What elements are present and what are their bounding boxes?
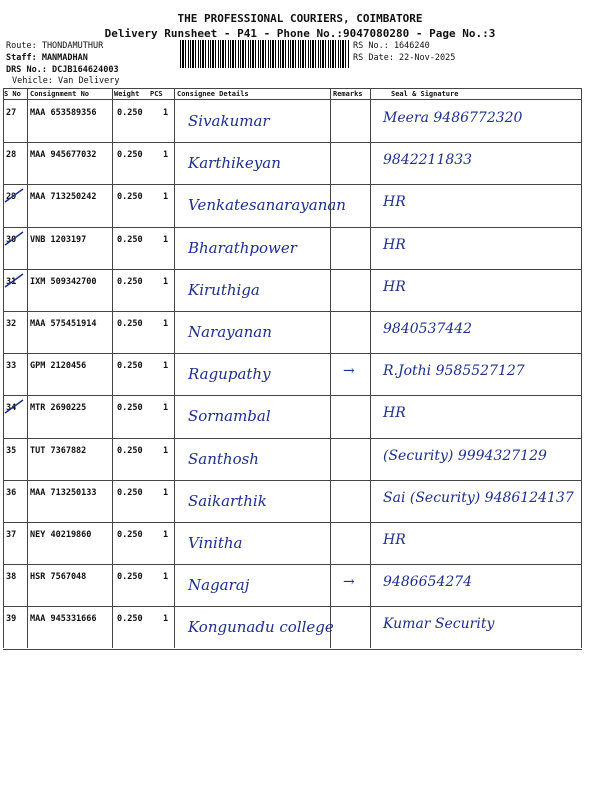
consignee-name: Sivakumar (188, 112, 270, 130)
vehicle-label: Vehicle: Van Delivery (12, 76, 120, 86)
serial-number: 29 (6, 192, 17, 203)
serial-number: 31 (6, 276, 17, 287)
signature: R.Jothi 9585527127 (383, 363, 525, 380)
table-row (3, 100, 582, 143)
staff-label: Staff: MANMADHAN (6, 53, 88, 63)
signature: Sai (Security) 9486124137 (383, 489, 574, 506)
weight-value: 0.250 (117, 150, 143, 161)
pieces-count: 1 (163, 530, 169, 540)
signature: Kumar Security (383, 616, 495, 633)
consignment-number: NEY 40219860 (30, 530, 92, 540)
header-consignee: Consignee Details (177, 90, 249, 98)
consignee-name: Saikarthik (188, 491, 267, 510)
consignee-name: Bharathpower (188, 238, 297, 257)
remarks-mark: → (343, 363, 355, 380)
weight-value: 0.250 (117, 403, 143, 414)
weight-value: 0.250 (117, 530, 143, 540)
consignee-name: Nagaraj (188, 576, 250, 595)
table-row (3, 395, 582, 438)
weight-value: 0.250 (117, 276, 143, 287)
weight-value: 0.250 (117, 487, 143, 498)
consignment-number: MAA 945677032 (30, 150, 97, 161)
pieces-count: 1 (163, 403, 169, 414)
consignee-name: Sornambal (188, 407, 271, 426)
pieces-count: 1 (163, 445, 169, 456)
header-seal: Seal & Signature (391, 90, 459, 98)
pieces-count: 1 (163, 361, 169, 372)
signature: HR (383, 194, 406, 211)
serial-number: 34 (6, 403, 17, 414)
barcode (180, 40, 350, 68)
consignment-number: MAA 653589356 (30, 108, 97, 118)
runsheet-subtitle: Delivery Runsheet - P41 - Phone No.:9047080280 - Page No.:3 (104, 27, 496, 40)
table-row (3, 564, 582, 607)
strike-mark-icon (3, 186, 25, 204)
header-remarks: Remarks (333, 90, 363, 98)
table-row (3, 480, 582, 523)
table-row (3, 142, 582, 185)
consignment-number: MAA 945331666 (30, 614, 97, 625)
consignee-name: Karthikeyan (188, 154, 281, 173)
weight-value: 0.250 (117, 572, 143, 583)
serial-number: 33 (6, 361, 17, 372)
weight-value: 0.250 (117, 192, 143, 203)
header-consignment: Consignment No (30, 90, 90, 98)
strike-mark-icon (3, 397, 25, 415)
remarks-mark: → (343, 574, 355, 591)
weight-value: 0.250 (117, 614, 143, 625)
table-row (3, 269, 582, 312)
weight-value: 0.250 (117, 361, 143, 372)
pieces-count: 1 (163, 487, 169, 498)
table-row (3, 438, 582, 481)
serial-number: 36 (6, 487, 17, 498)
signature: HR (383, 236, 406, 253)
strike-mark-icon (3, 229, 25, 247)
consignee-name: Kiruthiga (188, 280, 260, 299)
pieces-count: 1 (163, 572, 169, 583)
consignment-number: MAA 575451914 (30, 319, 97, 329)
route-label: Route: THONDAMUTHUR (6, 41, 104, 51)
rs-date: RS Date: 22-Nov-2025 (353, 53, 456, 63)
consignee-name: Santhosh (188, 449, 259, 468)
weight-value: 0.250 (117, 108, 143, 118)
serial-number: 27 (6, 108, 17, 118)
pieces-count: 1 (163, 150, 169, 161)
serial-number: 37 (6, 530, 17, 540)
signature: (Security) 9994327129 (383, 447, 547, 464)
serial-number: 35 (6, 445, 17, 456)
signature: Meera 9486772320 (383, 110, 523, 126)
pieces-count: 1 (163, 319, 169, 329)
table-row (3, 311, 582, 354)
pieces-count: 1 (163, 108, 169, 118)
consignment-number: MAA 713250133 (30, 487, 97, 498)
header-sno: S No (4, 90, 21, 98)
table-row (3, 606, 582, 649)
consignee-name: Venkatesanarayanan (188, 196, 346, 215)
consignee-name: Vinitha (188, 534, 243, 552)
table-row (3, 522, 582, 565)
weight-value: 0.250 (117, 445, 143, 456)
consignment-number: TUT 7367882 (30, 445, 87, 456)
header-weight: Weight (114, 90, 140, 98)
rs-number: RS No.: 1646240 (353, 41, 430, 51)
runsheet-table (3, 88, 582, 648)
consignment-number: HSR 7567048 (30, 572, 87, 583)
table-row (3, 227, 582, 270)
drs-label: DRS No.: DCJB164624003 (6, 65, 119, 75)
signature: 9486654274 (383, 574, 473, 591)
consignee-name: Ragupathy (188, 365, 271, 384)
row-divider (3, 649, 582, 650)
serial-number: 38 (6, 572, 17, 583)
signature: HR (383, 532, 406, 548)
serial-number: 30 (6, 234, 17, 245)
consignment-number: MAA 713250242 (30, 192, 97, 203)
consignment-number: GPM 2120456 (30, 361, 87, 372)
serial-number: 39 (6, 614, 17, 625)
signature: 9842211833 (383, 152, 473, 169)
signature: 9840537442 (383, 321, 473, 337)
pieces-count: 1 (163, 192, 169, 203)
table-row (3, 184, 582, 227)
company-title: THE PROFESSIONAL COURIERS, COIMBATORE (177, 12, 423, 25)
serial-number: 32 (6, 319, 17, 329)
consignment-number: VNB 1203197 (30, 234, 87, 245)
header-pcs: PCS (150, 90, 163, 98)
consignee-name: Kongunadu college (188, 618, 334, 637)
consignee-name: Narayanan (188, 323, 272, 341)
table-row (3, 353, 582, 396)
pieces-count: 1 (163, 276, 169, 287)
consignment-number: IXM 509342700 (30, 276, 97, 287)
signature: HR (383, 278, 406, 295)
strike-mark-icon (3, 271, 25, 289)
serial-number: 28 (6, 150, 17, 161)
pieces-count: 1 (163, 614, 169, 625)
weight-value: 0.250 (117, 234, 143, 245)
signature: HR (383, 405, 406, 422)
consignment-number: MTR 2690225 (30, 403, 87, 414)
weight-value: 0.250 (117, 319, 143, 329)
pieces-count: 1 (163, 234, 169, 245)
